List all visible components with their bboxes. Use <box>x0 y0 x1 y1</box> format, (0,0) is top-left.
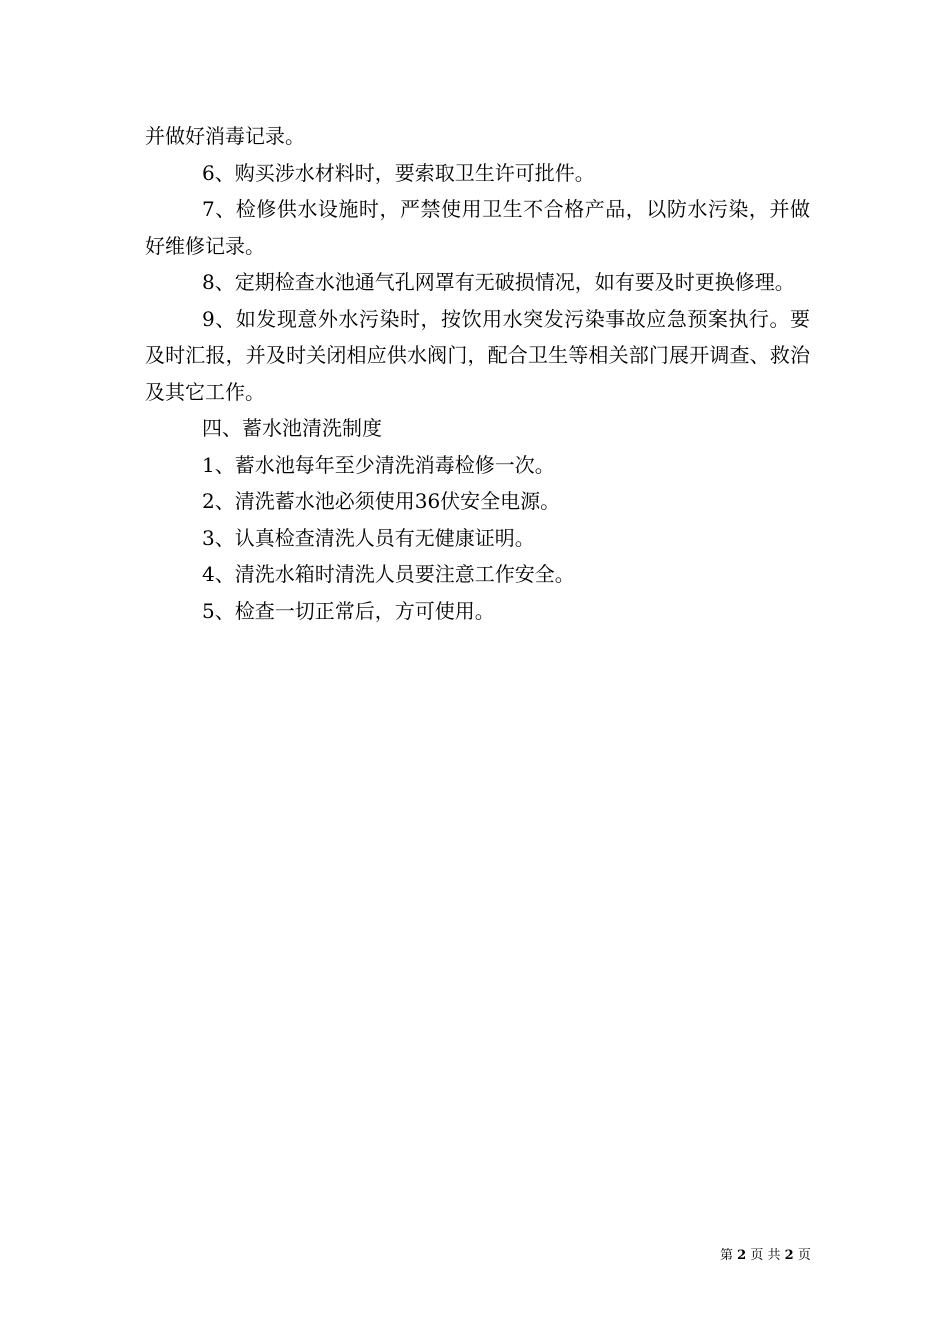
paragraph-8: 2、清洗蓄水池必须使用36伏安全电源。 <box>202 489 561 513</box>
paragraph-7: 1、蓄水池每年至少清洗消毒检修一次。 <box>202 452 555 477</box>
document-body <box>145 118 810 629</box>
paragraph-3: 7、检修供水设施时，严禁使用卫生不合格产品，以防水污染，并做好维修记录。 <box>145 197 810 258</box>
paragraph-4: 8、定期检查水池通气孔网罩有无破损情况，如有要及时更换修理。 <box>202 270 795 294</box>
page-footer <box>720 1247 811 1265</box>
footer-middle: 页 共 <box>750 1248 781 1263</box>
paragraph-11: 5、检查一切正常后，方可使用。 <box>202 598 495 623</box>
paragraph-1: 并做好消毒记录。 <box>145 124 305 148</box>
paragraph-9: 3、认真检查清洗人员有无健康证明。 <box>202 525 535 550</box>
paragraph-5: 9、如发现意外水污染时，按饮用水突发污染事故应急预案执行。要及时汇报，并及时关闭相应供水阀门，配合卫生等相关部门展开调查、救治及其它工作。 <box>145 306 810 404</box>
footer-suffix: 页 <box>797 1248 811 1263</box>
footer-total-pages: 2 <box>784 1248 794 1263</box>
section-heading: 四、蓄水池清洗制度 <box>202 416 382 440</box>
paragraph-10: 4、清洗水箱时清洗人员要注意工作安全。 <box>202 562 575 586</box>
footer-prefix: 第 <box>720 1248 734 1263</box>
footer-current-page: 2 <box>737 1248 747 1263</box>
paragraph-2: 6、购买涉水材料时，要索取卫生许可批件。 <box>202 160 595 185</box>
